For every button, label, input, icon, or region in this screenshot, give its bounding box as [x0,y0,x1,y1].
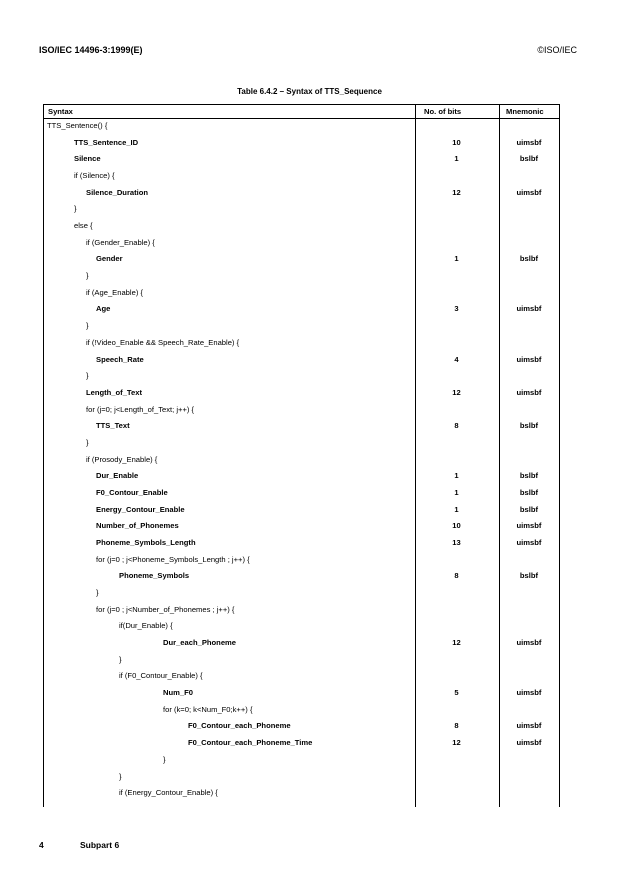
syntax-element: Silence_Duration [86,187,149,197]
syntax-code: TTS_Sentence() { [47,121,108,130]
table-row [44,270,559,281]
syntax-code: if (F0_Contour_Enable) { [119,671,203,681]
bits-cell: 1 [454,487,459,497]
table-row [44,754,559,765]
table-row [44,520,559,531]
syntax-element: Speech_Rate [96,354,144,364]
bits-cell: 12 [452,387,461,397]
table-row [44,203,559,214]
mnemonic-cell: bslbf [519,154,539,164]
syntax-element: Silence [74,154,101,164]
syntax-element: Length_of_Text [86,387,142,397]
syntax-code: } [86,437,89,447]
bits-cell: 1 [454,254,459,264]
mnemonic-cell: uimsbf [516,521,542,531]
table-row [44,153,559,164]
syntax-element: TTS_Text [96,421,130,431]
syntax-code: if (Prosody_Enable) { [86,454,158,464]
syntax-table [43,104,560,807]
mnemonic-cell: uimsbf [516,538,542,547]
header-right: ©ISO/IEC [537,45,577,55]
syntax-code: if (Gender_Enable) { [86,237,155,247]
table-row [44,303,559,314]
syntax-code: } [74,204,77,214]
bits-cell: 1 [454,504,459,514]
table-row [44,570,559,581]
syntax-element: F0_Contour_each_Phoneme [188,721,291,731]
mnemonic-cell: bslbf [519,471,539,481]
table-row [44,704,559,715]
header-left: ISO/IEC 14496-3:1999(E) [39,45,143,55]
syntax-code: else { [74,221,93,231]
table-row [44,787,559,798]
table-row [44,587,559,598]
syntax-element: Phoneme_Symbols [119,571,190,581]
mnemonic-cell: bslbf [519,504,539,514]
bits-cell: 5 [454,688,459,698]
bits-cell: 12 [452,738,461,748]
syntax-code: } [119,654,122,664]
table-row [44,170,559,181]
syntax-code: if (Silence) { [74,171,115,181]
mnemonic-cell: uimsbf [516,738,542,748]
syntax-code: } [163,754,166,764]
mnemonic-cell: bslbf [519,571,539,581]
syntax-element: Dur_each_Phoneme [163,638,237,648]
column-header-syntax: Syntax [48,107,73,116]
syntax-element: Number_of_Phonemes [96,521,179,531]
table-row [44,187,559,198]
column-header-row [44,105,559,119]
table-row [44,537,559,548]
mnemonic-cell: uimsbf [516,137,542,147]
syntax-element: Age [96,304,111,314]
table-row [44,687,559,698]
table-row [44,253,559,264]
table-row [44,504,559,515]
mnemonic-cell: uimsbf [516,688,542,698]
syntax-element: TTS_Sentence_ID [74,137,139,147]
table-row [44,237,559,248]
syntax-code: for (j=0 ; j<Number_of_Phonemes ; j++) { [96,604,235,614]
syntax-code: for (k=0; k<Num_F0;k++) { [163,704,253,714]
mnemonic-cell: uimsbf [516,387,542,397]
syntax-element: Energy_Contour_Enable [96,504,185,514]
table-row [44,220,559,231]
syntax-code: for (j=0 ; j<Phoneme_Symbols_Length ; j++) { [96,554,250,564]
table-row [44,404,559,415]
table-row [44,737,559,748]
table-row [44,287,559,298]
table-row [44,554,559,565]
table-row [44,370,559,381]
mnemonic-cell: bslbf [519,487,539,497]
table-row [44,437,559,448]
bits-cell: 1 [454,154,459,164]
table-row [44,320,559,331]
syntax-code: if (Energy_Contour_Enable) { [119,788,218,798]
table-row [44,420,559,431]
syntax-element: Dur_Enable [96,471,139,481]
syntax-code: if(Dur_Enable) { [119,621,173,631]
syntax-code: if (Age_Enable) { [86,287,143,297]
table-row [44,470,559,481]
table-row [44,637,559,648]
table-row [44,120,559,131]
syntax-code: } [86,271,89,281]
bits-cell: 8 [454,571,459,581]
bits-cell: 12 [452,638,461,648]
mnemonic-cell: uimsbf [516,304,542,314]
mnemonic-cell: bslbf [519,421,539,431]
mnemonic-cell: bslbf [519,254,539,264]
syntax-code: if (!Video_Enable && Speech_Rate_Enable) { [86,337,240,347]
table-row [44,670,559,681]
mnemonic-cell: uimsbf [516,354,542,364]
column-header-bits: No. of bits [424,107,462,116]
syntax-code: } [86,321,89,331]
table-row [44,620,559,631]
bits-cell: 4 [454,354,459,364]
mnemonic-cell: uimsbf [516,638,542,648]
table-row [44,137,559,148]
bits-cell: 1 [454,471,459,481]
mnemonic-cell: uimsbf [516,187,542,197]
bits-cell: 13 [452,538,461,547]
table-caption: Table 6.4.2 – Syntax of TTS_Sequence [237,87,382,96]
table-row [44,654,559,665]
syntax-code: } [86,371,89,381]
bits-cell: 10 [452,137,461,147]
column-header-mnemonic: Mnemonic [506,107,544,116]
bits-cell: 10 [452,521,461,531]
syntax-code: } [119,771,122,781]
syntax-element: F0_Contour_Enable [96,487,168,497]
footer-subpart: Subpart 6 [80,840,120,850]
table-row [44,454,559,465]
syntax-code: } [96,588,99,598]
syntax-element: Gender [96,254,123,264]
table-row [44,337,559,348]
bits-cell: 8 [454,421,459,431]
table-row [44,487,559,498]
bits-cell: 8 [454,721,459,731]
bits-cell: 3 [454,304,459,314]
bits-cell: 12 [452,187,461,197]
table-row [44,604,559,615]
mnemonic-cell: uimsbf [516,721,542,731]
table-row [44,354,559,365]
syntax-element: Num_F0 [163,688,193,698]
table-row [44,720,559,731]
syntax-element: Phoneme_Symbols_Length [96,538,196,547]
syntax-element: F0_Contour_each_Phoneme_Time [188,738,313,748]
footer-page-number: 4 [39,840,44,850]
table-row [44,387,559,398]
table-row [44,771,559,782]
syntax-code: for (j=0; j<Length_of_Text; j++) { [86,404,195,414]
